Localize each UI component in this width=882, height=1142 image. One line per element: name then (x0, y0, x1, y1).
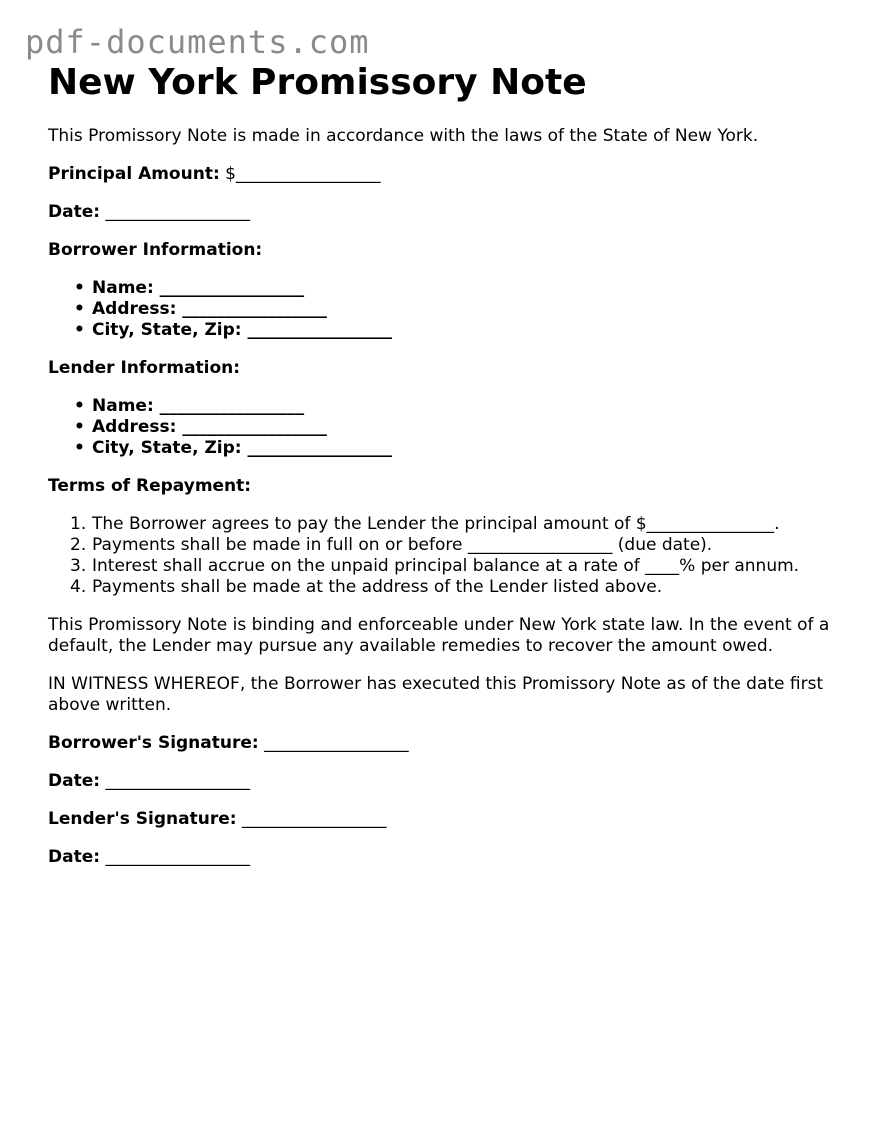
lender-name-blank: _________________ (159, 396, 305, 416)
term-text: The Borrower agrees to pay the Lender the principal amount of $_______________. (92, 514, 780, 534)
lender-city-label: City, State, Zip: (92, 438, 242, 458)
borrower-date-field (48, 771, 848, 792)
date-blank: _________________ (105, 202, 250, 222)
terms-heading: Terms of Repayment: (48, 476, 252, 496)
witness-paragraph: IN WITNESS WHEREOF, the Borrower has executed this Promissory Note as of the date first above written. (48, 674, 824, 715)
date-field (48, 202, 848, 223)
list-item (92, 320, 848, 341)
borrower-address-blank: _________________ (182, 299, 327, 319)
lender-signature-blank: _________________ (241, 809, 387, 829)
borrower-city-label: City, State, Zip: (92, 320, 242, 340)
borrower-signature-blank: _________________ (264, 733, 409, 753)
term-text: Payments shall be made in full on or before _________________ (due date). (92, 535, 713, 555)
borrower-date-blank: _________________ (105, 771, 250, 791)
list-item (92, 396, 848, 417)
list-item (92, 299, 848, 320)
watermark: pdf-documents.com (25, 23, 370, 61)
list-item (92, 278, 848, 299)
list-item (70, 577, 848, 598)
lender-signature-field (48, 809, 848, 830)
list-item (70, 514, 848, 535)
binding-paragraph: This Promissory Note is binding and enforceable under New York state law. In the event of a default, the Lender may pursue any available remedies to recover the amount owed. (48, 615, 830, 656)
intro-text: This Promissory Note is made in accordance with the laws of the State of New York. (48, 126, 759, 146)
borrower-info-list (48, 278, 848, 341)
term-text: Payments shall be made at the address of the Lender listed above. (92, 577, 663, 597)
principal-amount-label: Principal Amount: (48, 164, 220, 184)
lender-name-label: Name: (92, 396, 154, 416)
lender-info-list (48, 396, 848, 459)
borrower-address-label: Address: (92, 299, 177, 319)
term-number: 3. (70, 556, 87, 576)
lender-city-blank: _________________ (247, 438, 392, 458)
principal-amount-field (48, 164, 848, 185)
borrower-signature-field (48, 733, 848, 754)
lender-date-blank: _________________ (105, 847, 250, 867)
lender-address-blank: _________________ (182, 417, 327, 437)
term-number: 1. (70, 514, 87, 534)
document-page (48, 60, 848, 868)
terms-list (48, 514, 848, 598)
principal-amount-blank: $_________________ (225, 164, 381, 184)
list-item (92, 438, 848, 459)
term-text: Interest shall accrue on the unpaid principal balance at a rate of ____% per annum. (92, 556, 800, 576)
list-item (70, 535, 848, 556)
term-number: 2. (70, 535, 87, 555)
lender-signature-label: Lender's Signature: (48, 809, 237, 829)
borrower-date-label: Date: (48, 771, 101, 791)
borrower-name-blank: _________________ (159, 278, 305, 298)
list-item (92, 417, 848, 438)
lender-date-label: Date: (48, 847, 101, 867)
lender-date-field (48, 847, 848, 868)
document-title: New York Promissory Note (48, 62, 587, 103)
date-label: Date: (48, 202, 101, 222)
lender-address-label: Address: (92, 417, 177, 437)
borrower-signature-label: Borrower's Signature: (48, 733, 259, 753)
lender-info-heading: Lender Information: (48, 358, 241, 378)
borrower-name-label: Name: (92, 278, 154, 298)
borrower-info-heading: Borrower Information: (48, 240, 263, 260)
borrower-city-blank: _________________ (247, 320, 392, 340)
list-item (70, 556, 848, 577)
term-number: 4. (70, 577, 87, 597)
